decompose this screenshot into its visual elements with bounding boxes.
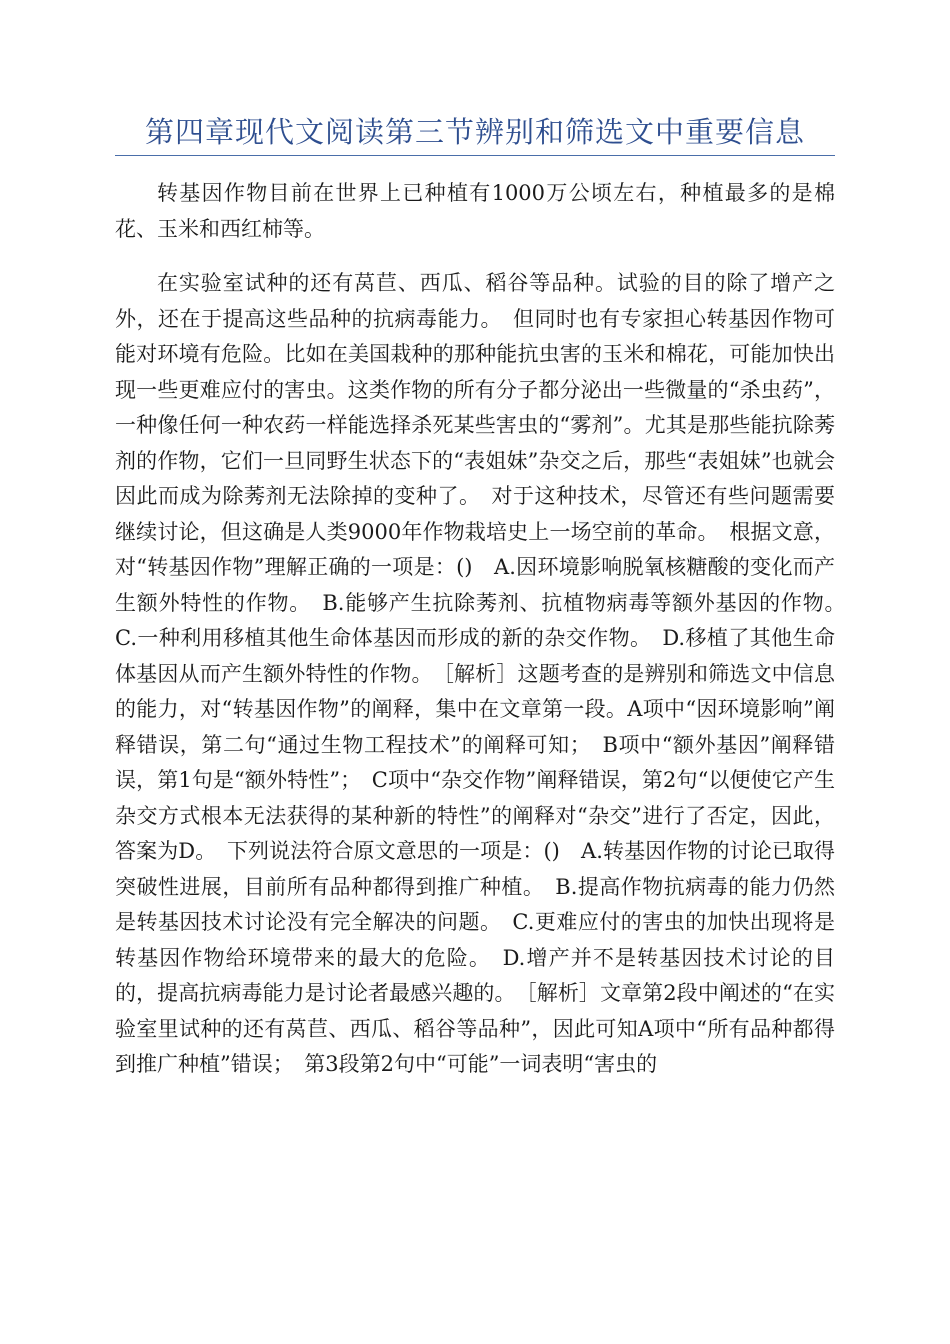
paragraph-1: 转基因作物目前在世界上已种植有1000万公顷左右，种植最多的是棉花、玉米和西红柿等。 (115, 181, 835, 241)
title-underline (115, 155, 835, 156)
page-title: 第四章现代文阅读第三节辨别和筛选文中重要信息 (144, 115, 805, 149)
paragraph-2: 在实验室试种的还有莴苣、西瓜、稻谷等品种。试验的目的除了增产之外，还在于提高这些品种的抗病毒能力。 但同时也有专家担心转基因作物可能对环境有危险。比如在美国栽种的那种能抗虫害的玉米和棉花，可能加快出现一些更难应付的害虫。这类作物的所有分子都分泌出一些微量的“杀虫药”，一种像任何一种农药一样能选择杀死某些害虫的“雾剂”。尤其是那些能抗除莠剂的作物，它们一旦同野生状态下的“表姐妹”杂交之后，那些“表姐妹”也就会因此而成为除莠剂无法除掉的变种了。 对于这种技术，尽管还有些问题需要继续讨论，但这确是人类9000年作物栽培史上一场空前的革命。 根据文意，对“转基因作物”理解正确的一项是：() A.因环境影响脱氧核糖酸的变化而产生额外特性的作物。 B.能够产生抗除莠剂、抗植物病毒等额外基因的作物。 C.一种利用移植其他生命体基因而形成的新的杂交作物。 D.移植了其他生命体基因从而产生额外特性的作物。 ［解析］这题考查的是辨别和筛选文中信息的能力，对“转基因作物”的阐释，集中在文章第一段。A项中“因环境影响”阐释错误，第二句“通过生物工程技术”的阐释可知； B项中“额外基因”阐释错误，第1句是“额外特性”； C项中“杂交作物”阐释错误，第2句“以便使它产生杂交方式根本无法获得的某种新的特性”的阐释对“杂交”进行了否定，因此，答案为D。 下列说法符合原文意思的一项是：() A.转基因作物的讨论已取得突破性进展，目前所有品种都得到推广种植。 B.提高作物抗病毒的能力仍然是转基因技术讨论没有完全解决的问题。 C.更难应付的害虫的加快出现将是转基因作物给环境带来的最大的危险。 D.增产并不是转基因技术讨论的目的，提高抗病毒能力是讨论者最感兴趣的。 ［解析］文章第2段中阐述的“在实验室里试种的还有莴苣、西瓜、稻谷等品种”，因此可知A项中“所有品种都得到推广种植”错误； 第3段第2句中“可能”一词表明“害虫的 (115, 271, 856, 1076)
